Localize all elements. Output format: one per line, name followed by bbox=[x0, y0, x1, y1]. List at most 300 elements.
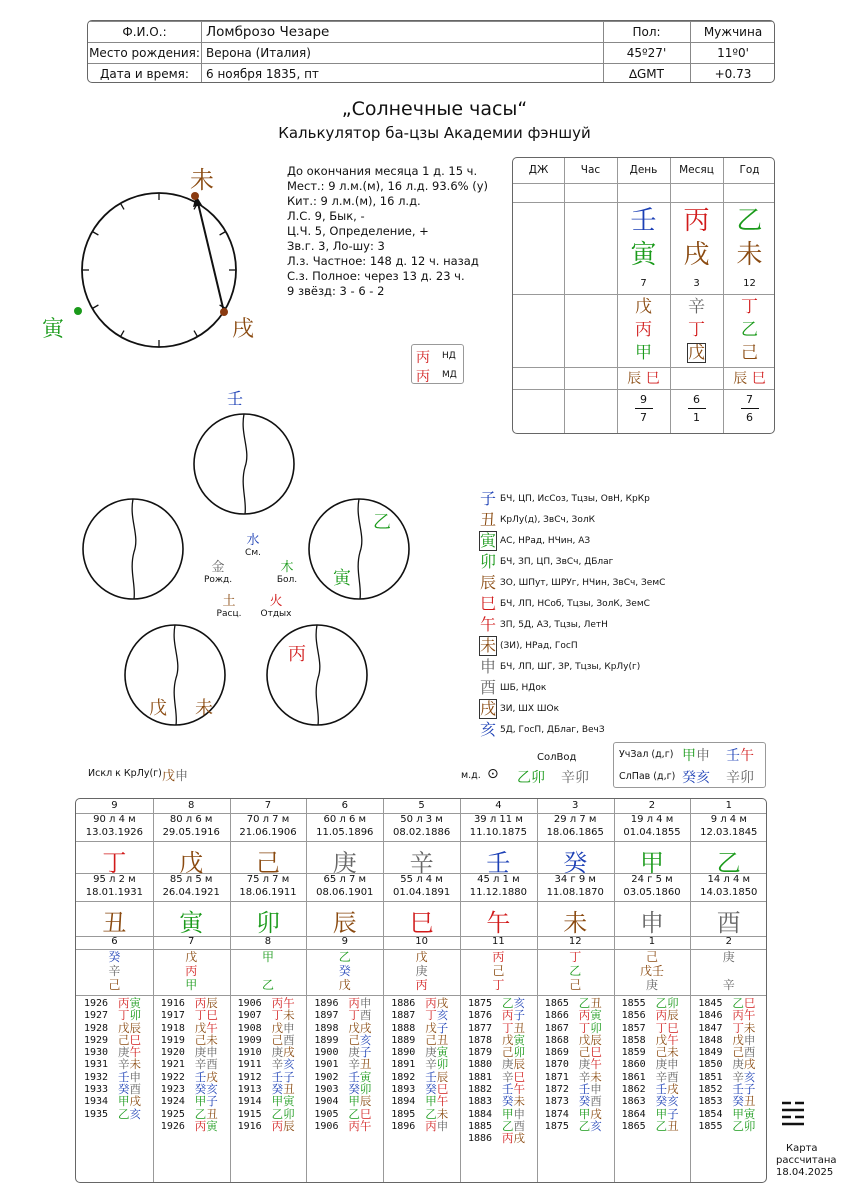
hidden-stem: 乙 bbox=[569, 964, 582, 978]
luck-month: 6 bbox=[111, 936, 118, 947]
luck-years: 1896 1897 1898 1899 1900 1901 1902 1903 1904 1905 1906 bbox=[314, 998, 339, 1132]
star-branch: 申 bbox=[479, 657, 496, 676]
element-char: 水 bbox=[246, 533, 260, 548]
frac-num: 7 bbox=[746, 393, 753, 406]
luck-month: 7 bbox=[188, 936, 195, 947]
luck-age: 50 л 3 м bbox=[400, 814, 443, 825]
year-pillar-text: 壬辰 bbox=[425, 1069, 449, 1084]
hidden-stem bbox=[690, 964, 767, 978]
year-num: 12 bbox=[743, 278, 756, 289]
year-pillar-text: 壬戌 bbox=[194, 1069, 218, 1084]
frac-den: 7 bbox=[640, 411, 647, 424]
year-pillar-text: 甲子 bbox=[655, 1106, 679, 1121]
luck-hidden bbox=[76, 950, 153, 992]
frac-num: 6 bbox=[693, 393, 700, 406]
luck-year-pillars bbox=[579, 997, 602, 1132]
col-dzh: ДЖ bbox=[528, 164, 549, 176]
star-branch: 午 bbox=[479, 615, 496, 634]
luck-age2: 85 л 5 м bbox=[169, 874, 213, 885]
luck-years: 1916 1917 1918 1919 1920 1921 1922 1923 1924 1925 1926 bbox=[160, 998, 185, 1132]
circle-bl-char: 戊 bbox=[149, 698, 167, 719]
year-pillar-text: 庚申 bbox=[655, 1057, 679, 1072]
day-stem: 壬 bbox=[630, 206, 657, 236]
year-pillar-text: 乙卯 bbox=[655, 996, 679, 1010]
luck-year-pillars bbox=[425, 997, 448, 1132]
luck-month: 10 bbox=[415, 936, 428, 947]
luck-age2: 34 г 9 м bbox=[554, 874, 596, 885]
element-fire bbox=[258, 590, 294, 619]
element-label: Отдых bbox=[260, 609, 292, 619]
year-pillar-text: 癸巳 bbox=[425, 1082, 449, 1097]
year-pillar-text: 庚子 bbox=[348, 1045, 372, 1060]
year-pillar-text: 己未 bbox=[194, 1032, 218, 1047]
year-pillar-text: 丁巳 bbox=[194, 1008, 218, 1023]
hidden-stem: 丁 bbox=[688, 320, 705, 340]
hidden-stem: 癸 bbox=[338, 964, 351, 978]
gmt-value: +0.73 bbox=[714, 67, 752, 81]
year-pillar-text: 乙亥 bbox=[578, 1118, 602, 1133]
luck-branch: 寅 bbox=[179, 909, 204, 937]
chart-info bbox=[287, 164, 488, 299]
luck-stem: 己 bbox=[255, 849, 280, 877]
year-stem: 乙 bbox=[736, 206, 763, 236]
five-circles bbox=[75, 405, 435, 735]
year-pillar-text: 戊申 bbox=[271, 1020, 295, 1035]
hidden-stem: 戊 bbox=[338, 978, 351, 992]
hidden-stem: 丁 bbox=[741, 297, 758, 317]
year-pillar-text: 戊午 bbox=[194, 1020, 218, 1035]
hidden-stem: 癸 bbox=[108, 950, 121, 964]
md-label: МД bbox=[442, 370, 457, 380]
sun-clock bbox=[40, 155, 260, 370]
year-pillar-text: 乙巳 bbox=[348, 1106, 372, 1121]
latitude: 45º27' bbox=[626, 46, 667, 60]
year-pillar-text: 甲辰 bbox=[348, 1094, 372, 1109]
year-pillar-text: 戊辰 bbox=[118, 1020, 141, 1035]
clock-left-branch: 寅 bbox=[42, 317, 65, 342]
year-pillar-text: 己酉 bbox=[271, 1032, 295, 1047]
star-text: КрЛу(д), ЗвСч, ЗолК bbox=[500, 515, 595, 525]
info-line: 9 звёзд: 3 - 6 - 2 bbox=[287, 284, 385, 298]
year-pillar-text: 壬午 bbox=[502, 1082, 525, 1097]
luck-years: 1865 1866 1867 1868 1869 1870 1871 1872 1873 1874 1875 bbox=[544, 998, 569, 1132]
luck-date: 18.06.1865 bbox=[546, 827, 604, 838]
month-branch: 戌 bbox=[683, 240, 710, 270]
luck-pillars-table bbox=[75, 798, 767, 1183]
year-pillar-text: 辛亥 bbox=[732, 1069, 756, 1084]
hidden-stem: 甲 bbox=[261, 950, 274, 964]
year-pillar bbox=[348, 1120, 371, 1132]
header-table bbox=[87, 20, 775, 83]
datetime-label: Дата и время: bbox=[100, 67, 189, 81]
luck-branch: 未 bbox=[563, 909, 588, 937]
year-pillar-text: 乙丑 bbox=[578, 996, 602, 1010]
element-label: Бол. bbox=[276, 575, 298, 585]
footer-line: рассчитана bbox=[776, 1155, 837, 1166]
hidden-stem: 庚 bbox=[645, 978, 658, 992]
year-pillar-text: 甲子 bbox=[194, 1094, 218, 1109]
extra-char: 辰 bbox=[733, 371, 748, 387]
hidden-stem: 丙 bbox=[635, 320, 652, 340]
luck-age2: 45 л 1 м bbox=[477, 874, 520, 885]
element-label: Расц. bbox=[216, 609, 242, 619]
star-text: БЧ, ЗП, ЦП, ЗвСч, ДБлаг bbox=[500, 557, 614, 567]
luck-date2: 01.04.1891 bbox=[392, 887, 451, 898]
extra-char: 巳 bbox=[645, 371, 660, 387]
luck-date2: 14.03.1850 bbox=[700, 887, 758, 898]
info-line: До окончания месяца 1 д. 15 ч. bbox=[287, 164, 478, 178]
element-label: Рожд. bbox=[203, 575, 233, 585]
uchzal-label: УчЗал (д,г) bbox=[619, 749, 674, 760]
year-pillar-text: 丙寅 bbox=[194, 1118, 218, 1133]
luck-number: 3 bbox=[572, 800, 579, 811]
gmt-label: ∆GMT bbox=[628, 67, 664, 81]
luck-branch: 酉 bbox=[716, 909, 741, 937]
year-pillar-text: 戊午 bbox=[655, 1032, 679, 1047]
footer-line: Карта bbox=[786, 1143, 818, 1154]
trigram-icon bbox=[778, 1097, 808, 1131]
place-label: Место рождения: bbox=[89, 46, 200, 60]
luck-month: 2 bbox=[725, 936, 732, 947]
element-earth bbox=[212, 590, 246, 619]
hidden-stem: 乙 bbox=[741, 320, 758, 340]
luck-hidden bbox=[383, 950, 460, 992]
hidden-stem: 甲 bbox=[635, 343, 652, 363]
month-stem: 丙 bbox=[683, 206, 710, 236]
star-branch: 子 bbox=[479, 489, 496, 508]
luck-number: 6 bbox=[341, 800, 348, 811]
luck-date: 01.04.1855 bbox=[623, 827, 681, 838]
month-fraction bbox=[670, 391, 723, 426]
md-char: 丙 bbox=[416, 369, 430, 385]
day-hidden bbox=[617, 296, 670, 365]
luck-age: 39 л 11 м bbox=[473, 814, 523, 825]
star-branch: 卯 bbox=[479, 552, 496, 571]
year-pillar bbox=[272, 1120, 295, 1132]
luck-number: 5 bbox=[418, 800, 425, 811]
year-pillar-text: 丙申 bbox=[348, 996, 372, 1010]
slpav-label: СлПав (д,г) bbox=[619, 771, 676, 782]
nd-md-box bbox=[411, 344, 464, 384]
slpav-ch2: 辛卯 bbox=[726, 770, 754, 786]
year-pillar-text: 庚寅 bbox=[425, 1045, 449, 1060]
datetime-value: 6 ноября 1835, пт bbox=[206, 67, 319, 81]
info-line: Мест.: 9 л.м.(м), 16 л.д. 93.6% (у) bbox=[287, 179, 488, 193]
year-pillar-text: 丁卯 bbox=[118, 1008, 141, 1023]
luck-stem: 戊 bbox=[179, 849, 204, 877]
place-value: Верона (Италия) bbox=[206, 46, 311, 60]
year-pillar-text: 庚申 bbox=[194, 1045, 218, 1060]
year-pillar-text: 己酉 bbox=[732, 1045, 756, 1060]
info-line: Л.С. 9, Бык, - bbox=[287, 209, 365, 223]
year-pillar bbox=[579, 1120, 602, 1132]
star-text: БЧ, ЛП, ШГ, ЗР, Тцзы, КрЛу(г) bbox=[500, 662, 641, 672]
star-branch: 未 bbox=[479, 636, 496, 655]
luck-stem: 癸 bbox=[563, 849, 588, 877]
uchzal-val2: 壬午 bbox=[726, 748, 754, 764]
star-branch: 巳 bbox=[479, 594, 496, 613]
star-text: АС, НРад, НЧин, АЗ bbox=[500, 536, 591, 546]
luck-year-pillars bbox=[195, 997, 218, 1132]
extra-char: 巳 bbox=[751, 371, 766, 387]
luck-stem: 甲 bbox=[639, 849, 664, 877]
luck-stem: 丁 bbox=[102, 849, 127, 877]
luck-age2: 95 л 2 м bbox=[93, 874, 136, 885]
year-pillar-text: 丙申 bbox=[425, 1118, 449, 1133]
year-pillar-text: 乙卯 bbox=[271, 1106, 295, 1121]
luck-age: 29 л 7 м bbox=[553, 814, 597, 825]
star-branch: 寅 bbox=[479, 531, 496, 550]
year-pillar bbox=[425, 1120, 448, 1132]
clock-top-branch: 未 bbox=[190, 166, 214, 194]
hidden-stem: 己 bbox=[492, 964, 505, 978]
year-pillar-text: 乙卯 bbox=[732, 1118, 756, 1133]
hidden-stem: 戊壬 bbox=[639, 964, 664, 978]
year-pillar-text: 壬子 bbox=[732, 1082, 756, 1097]
year-pillar-text: 己丑 bbox=[425, 1032, 449, 1047]
luck-date2: 18.06.1911 bbox=[239, 887, 297, 898]
year-pillar-text: 丁巳 bbox=[655, 1020, 679, 1035]
luck-date: 29.05.1916 bbox=[162, 827, 220, 838]
year-hidden bbox=[723, 296, 775, 365]
year-pillar-text: 庚戌 bbox=[732, 1057, 756, 1072]
year-pillar bbox=[195, 1120, 218, 1132]
iskl-value: 戊申 bbox=[162, 769, 189, 784]
year-pillar-text: 丁酉 bbox=[348, 1008, 372, 1023]
year-pillar-text: 辛丑 bbox=[348, 1057, 372, 1072]
day-fraction bbox=[617, 391, 670, 426]
year-pillar-text: 壬戌 bbox=[655, 1082, 679, 1097]
luck-year-pillars bbox=[732, 997, 755, 1132]
month-hidden bbox=[670, 296, 723, 365]
hidden-stem: 丙 bbox=[185, 964, 198, 978]
luck-age: 70 л 7 м bbox=[246, 814, 290, 825]
year-pillar-text: 己未 bbox=[655, 1045, 679, 1060]
iskl-label: Искл к КрЛу(г) bbox=[88, 768, 162, 779]
frac-den: 1 bbox=[693, 411, 700, 424]
uchzal-ch1 bbox=[682, 745, 710, 765]
year-pillar-text: 甲午 bbox=[425, 1094, 449, 1109]
frac-den: 6 bbox=[746, 411, 753, 424]
luck-branch: 申 bbox=[639, 909, 664, 937]
year-pillar-text: 己卯 bbox=[502, 1045, 525, 1060]
luck-years: 1855 1856 1857 1858 1859 1860 1861 1862 1863 1864 1865 bbox=[621, 998, 646, 1132]
luck-date: 11.10.1875 bbox=[469, 827, 528, 838]
page-subtitle: Калькулятор ба-цзы Академии фэншуй bbox=[278, 124, 591, 142]
luck-hidden bbox=[690, 950, 767, 992]
element-label: См. bbox=[245, 548, 261, 558]
frac-num: 9 bbox=[640, 393, 647, 406]
star-text: ЗП, 5Д, АЗ, Тцзы, ЛетН bbox=[500, 620, 608, 630]
info-line: С.з. Полное: через 13 д. 23 ч. bbox=[287, 269, 465, 283]
col-month: Месяц bbox=[679, 164, 714, 176]
circle-right-char: 乙 bbox=[373, 512, 391, 533]
year-pillar-text: 癸丑 bbox=[271, 1082, 295, 1097]
day-extra bbox=[617, 368, 670, 388]
luck-date: 13.03.1926 bbox=[85, 827, 144, 838]
info-line: Л.з. Частное: 148 д. 12 ч. назад bbox=[287, 254, 479, 268]
year-pillar-text: 庚午 bbox=[118, 1045, 141, 1060]
year-pillar-text: 辛卯 bbox=[425, 1057, 449, 1072]
slpav-ch1: 癸亥 bbox=[682, 770, 710, 786]
luck-month: 9 bbox=[341, 936, 348, 947]
luck-month: 11 bbox=[492, 936, 505, 947]
uchzal-box bbox=[613, 742, 766, 788]
star-text: БЧ, ЛП, НСоб, Тцзы, ЗолК, ЗемС bbox=[500, 599, 650, 609]
luck-age2: 24 г 5 м bbox=[631, 874, 673, 885]
year-pillar-text: 辛未 bbox=[118, 1057, 141, 1072]
year-pillar-text: 乙亥 bbox=[502, 996, 525, 1010]
year-pillar bbox=[732, 1120, 755, 1132]
year-pillar-text: 戊戌 bbox=[348, 1020, 372, 1035]
luck-age2: 75 л 7 м bbox=[246, 874, 290, 885]
year-pillar-text: 癸亥 bbox=[194, 1082, 218, 1097]
year-pillar-text: 乙巳 bbox=[732, 996, 756, 1010]
year-pillar-text: 癸酉 bbox=[578, 1094, 602, 1109]
luck-hidden bbox=[230, 950, 307, 992]
year-pillar-text: 丁丑 bbox=[502, 1020, 525, 1035]
year-pillar-text: 乙丑 bbox=[194, 1106, 218, 1121]
year-pillar-text: 戊寅 bbox=[502, 1032, 525, 1047]
star-branch: 丑 bbox=[479, 510, 496, 529]
year-pillar-text: 癸酉 bbox=[118, 1082, 141, 1097]
year-pillar-text: 甲寅 bbox=[732, 1106, 756, 1121]
year-pillar bbox=[656, 1120, 679, 1132]
hidden-stem: 己 bbox=[569, 978, 582, 992]
year-pillar-text: 庚戌 bbox=[271, 1045, 295, 1060]
luck-month: 8 bbox=[264, 936, 272, 947]
year-pillar-text: 壬寅 bbox=[348, 1069, 372, 1084]
hidden-stem bbox=[230, 964, 307, 978]
page-title: „Солнечные часы“ bbox=[341, 98, 528, 120]
year-pillar-text: 丙寅 bbox=[118, 996, 141, 1010]
luck-date2: 11.12.1880 bbox=[469, 887, 528, 898]
luck-year-pillars bbox=[656, 997, 679, 1132]
element-metal bbox=[200, 556, 236, 585]
circle-top-char: 壬 bbox=[227, 389, 244, 408]
luck-years: 1926 1927 1928 1929 1930 1931 1932 1933 1934 1935 bbox=[84, 998, 109, 1120]
luck-age: 90 л 4 м bbox=[93, 814, 136, 825]
luck-date: 21.06.1906 bbox=[239, 827, 297, 838]
year-pillar-text: 辛亥 bbox=[271, 1057, 295, 1072]
col-year: Год bbox=[739, 164, 760, 176]
luck-stem: 庚 bbox=[332, 849, 357, 877]
luck-date2: 26.04.1921 bbox=[162, 887, 220, 898]
luck-age2: 65 л 7 м bbox=[323, 874, 367, 885]
luck-hidden bbox=[460, 950, 537, 992]
year-pillar-text: 乙酉 bbox=[502, 1118, 525, 1133]
star-branch: 辰 bbox=[479, 573, 496, 592]
year-pillar-text: 丁未 bbox=[732, 1020, 756, 1035]
year-pillar-text: 丙午 bbox=[348, 1118, 372, 1133]
luck-number: 8 bbox=[188, 800, 195, 811]
hidden-stem: 戊 bbox=[688, 343, 705, 363]
md-label: м.д. bbox=[461, 770, 481, 781]
stars-list bbox=[479, 489, 779, 744]
year-pillar bbox=[502, 1132, 525, 1144]
year-pillar-text: 庚午 bbox=[578, 1057, 602, 1072]
year-pillar-text: 辛酉 bbox=[655, 1069, 679, 1084]
hidden-stem: 丁 bbox=[569, 950, 582, 964]
luck-number: 9 bbox=[111, 800, 118, 811]
footer-note bbox=[776, 1143, 837, 1179]
luck-years: 1886 1887 1888 1889 1890 1891 1892 1893 1894 1895 1896 bbox=[391, 998, 416, 1132]
element-char: 土 bbox=[222, 594, 236, 609]
year-pillar-text: 癸未 bbox=[502, 1094, 525, 1109]
hidden-stem: 戊 bbox=[185, 950, 198, 964]
year-pillar-text: 丙子 bbox=[502, 1008, 525, 1023]
luck-years: 1906 1907 1908 1909 1910 1911 1912 1913 1914 1915 1916 bbox=[237, 998, 262, 1132]
year-pillar-text: 丙戌 bbox=[502, 1131, 525, 1146]
year-pillar-text: 庚辰 bbox=[502, 1057, 525, 1072]
sex-label: Пол: bbox=[632, 25, 661, 39]
year-pillar-text: 甲戌 bbox=[578, 1106, 602, 1121]
star-text: (ЗИ), НРад, ГосП bbox=[500, 641, 578, 651]
luck-hidden bbox=[537, 950, 614, 992]
year-pillar-text: 己亥 bbox=[348, 1032, 372, 1047]
year-pillar-text: 戊申 bbox=[732, 1032, 756, 1047]
circle-right-char: 寅 bbox=[333, 568, 351, 589]
luck-number: 2 bbox=[648, 800, 656, 811]
luck-year-pillars bbox=[118, 997, 141, 1120]
luck-month: 1 bbox=[648, 936, 656, 947]
hidden-stem: 己 bbox=[108, 978, 121, 992]
star-text: ЗИ, ШХ ШОк bbox=[500, 704, 560, 714]
luck-years: 1875 1876 1877 1878 1879 1880 1881 1882 1883 1884 1885 1886 bbox=[468, 998, 493, 1145]
star-text: БЧ, ЦП, ИсСоз, Тцзы, ОвН, КрКр bbox=[500, 494, 650, 504]
longitude: 11º0' bbox=[717, 46, 749, 60]
year-fraction bbox=[723, 391, 775, 426]
luck-age: 60 л 6 м bbox=[323, 814, 367, 825]
col-hour: Час bbox=[580, 164, 601, 176]
element-char: 金 bbox=[211, 560, 225, 575]
luck-years: 1845 1846 1847 1848 1849 1850 1851 1852 1853 1854 1855 bbox=[698, 998, 723, 1132]
luck-year-pillars bbox=[502, 997, 525, 1145]
month-num: 3 bbox=[693, 278, 700, 289]
element-water bbox=[238, 529, 268, 558]
info-line: Зв.г. 3, Ло-шу: 3 bbox=[287, 239, 385, 253]
luck-date2: 03.05.1860 bbox=[623, 887, 681, 898]
luck-age: 9 л 4 м bbox=[710, 814, 747, 825]
year-pillar-text: 丁卯 bbox=[578, 1020, 602, 1035]
luck-hidden bbox=[153, 950, 230, 992]
fio-value: Ломброзо Чезаре bbox=[206, 24, 330, 40]
year-pillar-text: 乙未 bbox=[425, 1106, 449, 1121]
circle-bl-char: 未 bbox=[195, 698, 213, 719]
iskl-chars bbox=[162, 765, 188, 784]
year-pillar-text: 丙午 bbox=[271, 996, 295, 1010]
year-pillar-text: 己巳 bbox=[118, 1032, 141, 1047]
uchzal-ch2 bbox=[726, 745, 754, 765]
element-wood bbox=[272, 556, 302, 585]
year-pillar-text: 丙寅 bbox=[578, 1008, 602, 1023]
luck-branch: 辰 bbox=[332, 909, 357, 937]
year-pillar-text: 丙午 bbox=[732, 1008, 756, 1023]
luck-age: 80 л 6 м bbox=[169, 814, 213, 825]
luck-date: 11.05.1896 bbox=[316, 827, 374, 838]
uchzal-val1: 甲申 bbox=[682, 748, 710, 764]
luck-branch: 午 bbox=[486, 909, 511, 937]
luck-age: 19 л 4 м bbox=[630, 814, 674, 825]
luck-age2: 14 л 4 м bbox=[707, 874, 751, 885]
luck-date: 12.03.1845 bbox=[700, 827, 758, 838]
star-text: ЗО, ШПут, ШРУг, НЧин, ЗвСч, ЗемС bbox=[500, 578, 666, 588]
footer-line: 18.04.2025 bbox=[776, 1167, 834, 1178]
year-pillar-text: 戊子 bbox=[425, 1020, 449, 1035]
year-pillar bbox=[118, 1108, 141, 1120]
year-pillar-text: 癸卯 bbox=[348, 1082, 372, 1097]
sex-value: Мужчина bbox=[703, 25, 763, 39]
